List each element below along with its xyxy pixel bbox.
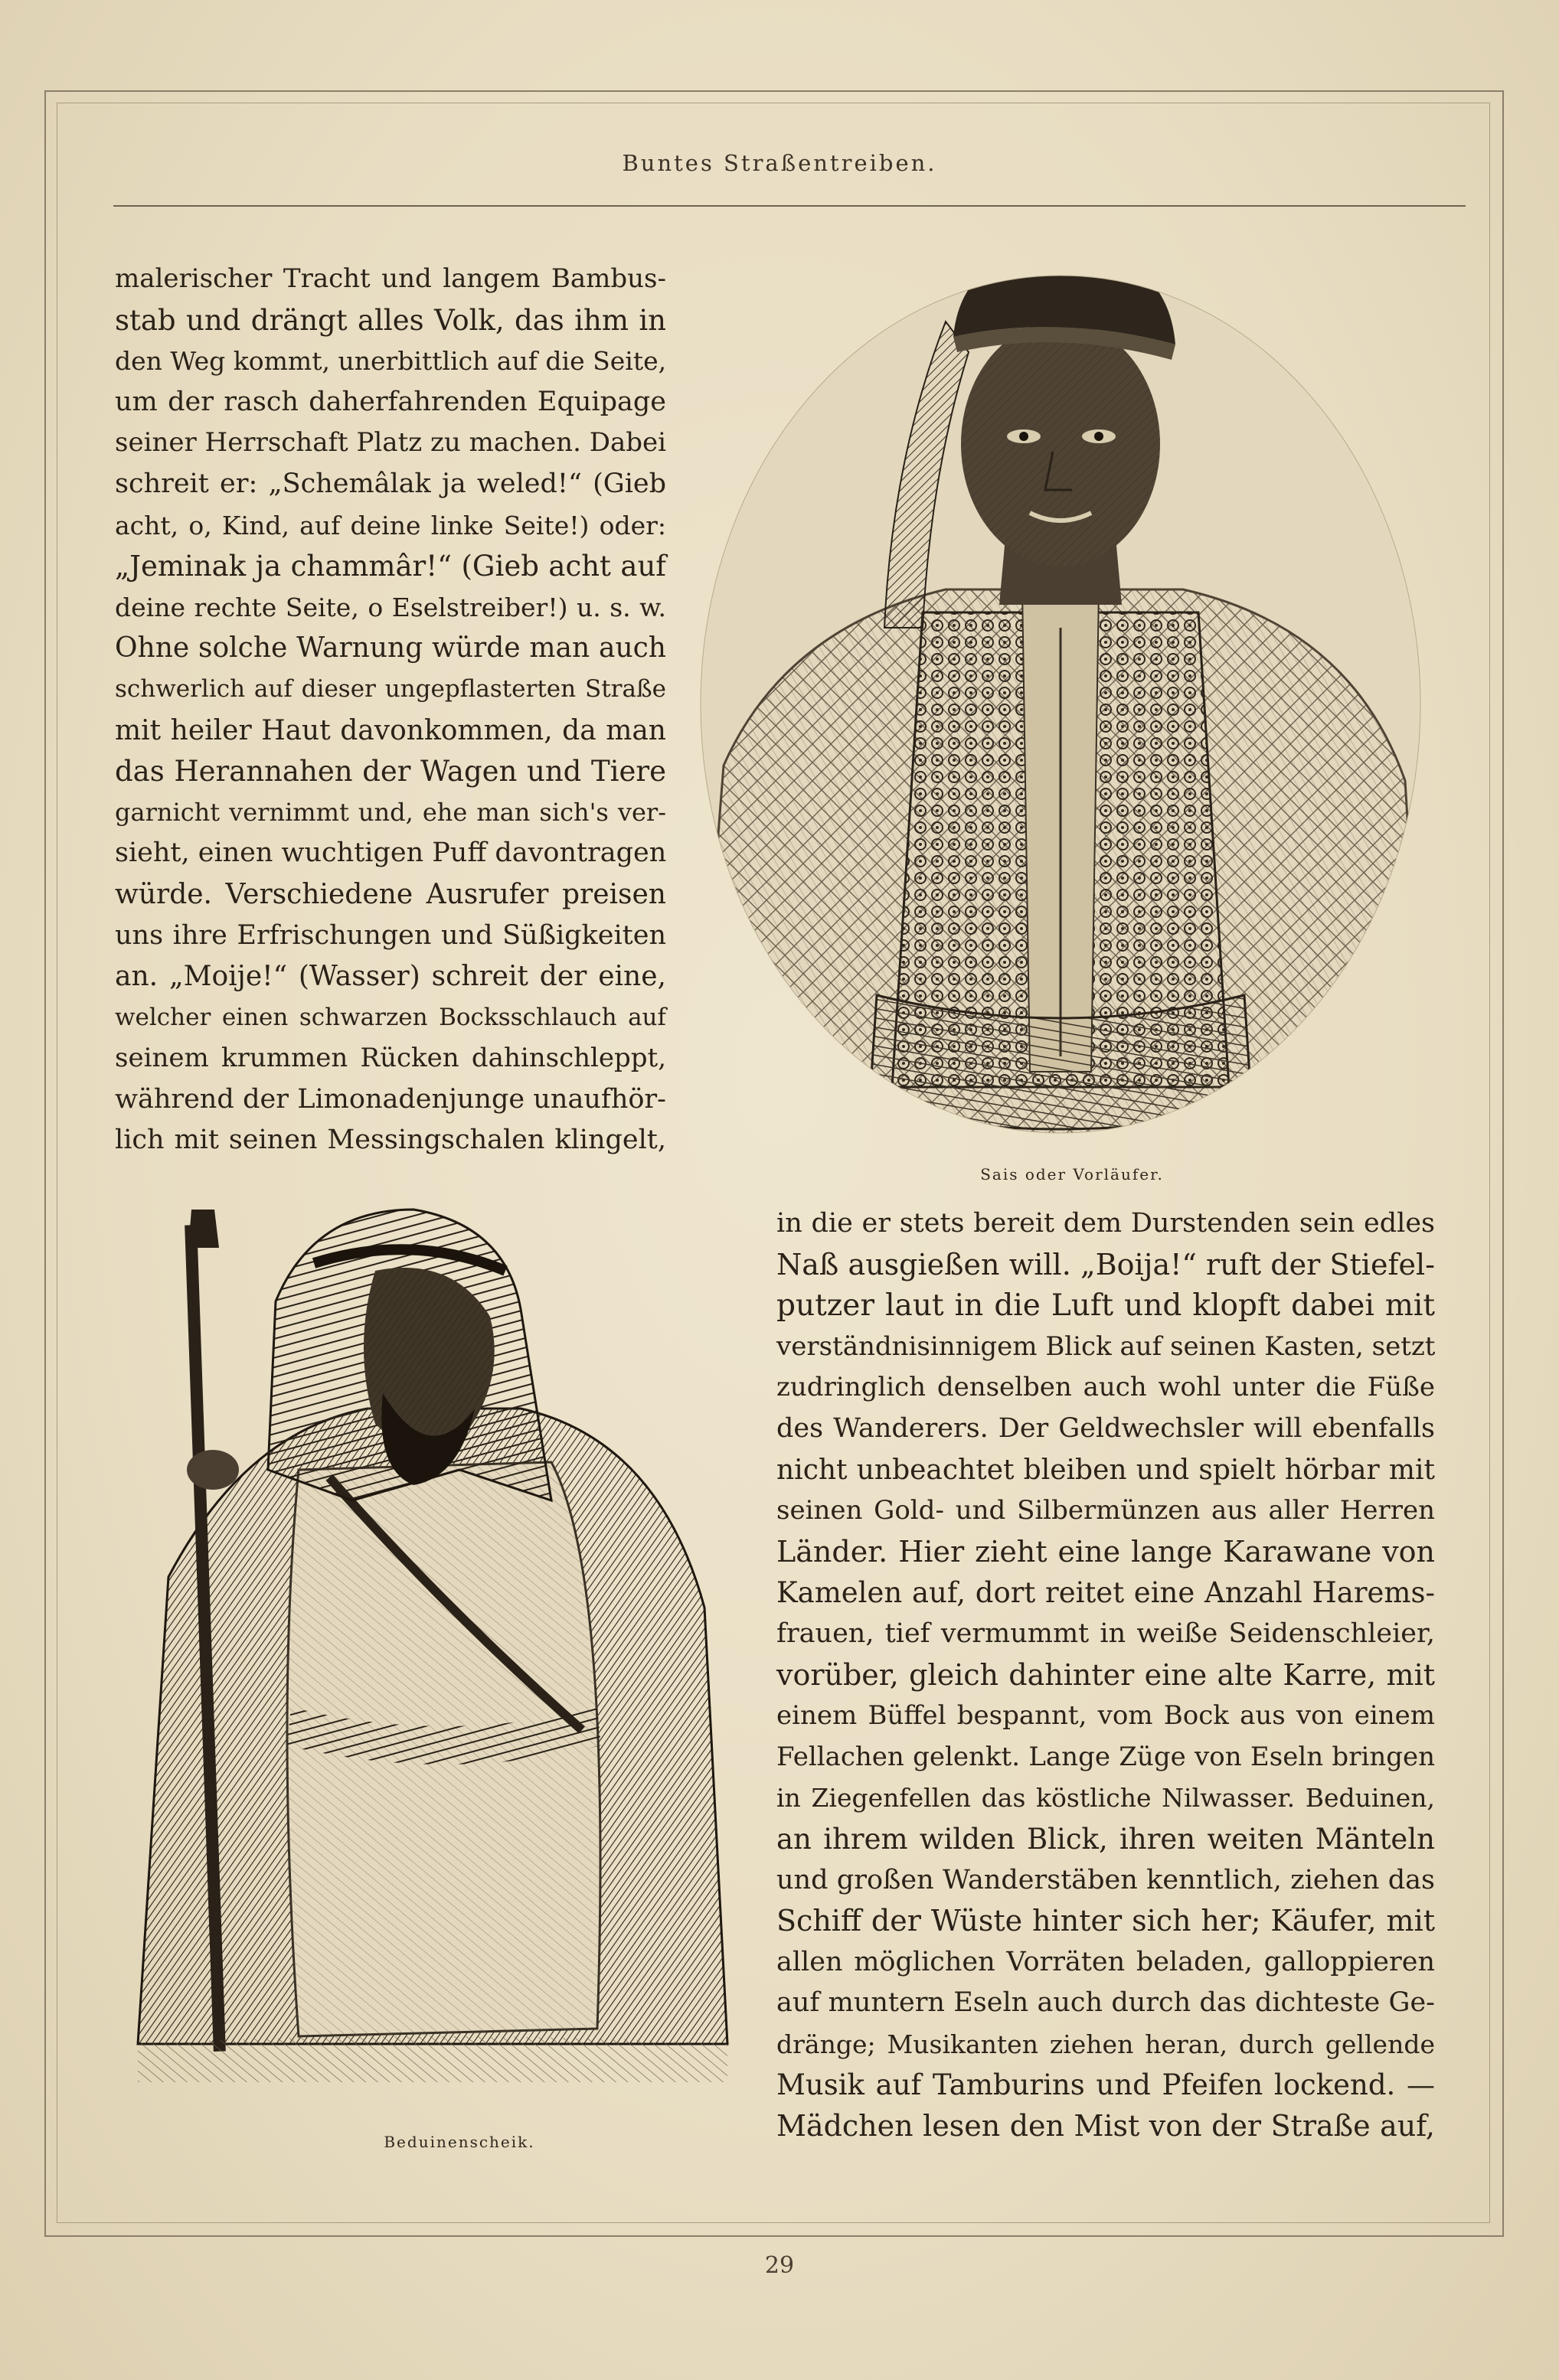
text-line: nicht unbeachtet bleiben und spielt hörbar mit [776, 1454, 1435, 1486]
text-line: garnicht vernimmt und, ehe man sich's ver- [115, 797, 666, 827]
text-line: dränge; Musikanten ziehen heran, durch gellende [776, 2029, 1435, 2059]
text-column-top [115, 259, 666, 1161]
engraving-bedouin-sheikh-icon [123, 1179, 735, 2128]
text-line: in die er stets bereit dem Durstenden sein edles [776, 1208, 1435, 1239]
text-line: um der rasch daherfahrenden Equipage [115, 386, 666, 417]
text-line: Mädchen lesen den Mist von der Straße auf, [776, 2109, 1435, 2143]
text-line: allen möglichen Vorräten beladen, galloppieren [776, 1946, 1435, 1977]
text-line: sieht, einen wuchtigen Puff davontragen [115, 837, 667, 869]
running-head: Buntes Straßentreiben. [622, 150, 937, 176]
text-line: frauen, tief vermummt in weiße Seidenschleier, [776, 1618, 1435, 1649]
text-line: seinen Gold- und Silbermünzen aus aller Herren [776, 1495, 1435, 1526]
text-line: zudringlich denselben auch wohl unter die Füße [776, 1372, 1435, 1403]
text-line: Kamelen auf, dort reitet eine Anzahl Harems- [776, 1576, 1435, 1610]
text-line: an ihrem wilden Blick, ihren weiten Mänteln [776, 1822, 1435, 1856]
engraving-portrait-sais-icon [693, 230, 1428, 1156]
text-line: verständnisinnigem Blick auf seinen Kasten, setzt [776, 1330, 1436, 1362]
caption-sais: Sais oder Vorläufer. [980, 1165, 1164, 1183]
illustration-sais [693, 230, 1428, 1156]
text-line: deine rechte Seite, o Eselstreiber!) u. s. w. [115, 592, 666, 622]
text-line: uns ihre Erfrischungen und Süßigkeiten [115, 919, 666, 951]
text-line: Musik auf Tamburins und Pfeifen lockend. — [776, 2068, 1435, 2102]
text-line: acht, o, Kind, auf deine linke Seite!) oder: [115, 510, 666, 540]
caption-sheikh: Beduinenscheik. [384, 2133, 535, 2151]
header-rule [113, 205, 1466, 207]
text-line: Schiff der Wüste hinter sich her; Käufer, mit [776, 1904, 1435, 1938]
illustration-sheikh [123, 1179, 735, 2128]
text-column-bottom [776, 1203, 1435, 2147]
text-line: Naß ausgießen will. „Boija!“ ruft der Stiefel- [776, 1247, 1435, 1281]
text-line: mit heiler Haut davonkommen, da man [115, 714, 666, 746]
text-line: seinem krummen Rücken dahinschleppt, [115, 1043, 666, 1074]
text-line: stab und drängt alles Volk, das ihm in [115, 303, 666, 337]
page-number: 29 [764, 2252, 795, 2279]
text-line: Ohne solche Warnung würde man auch [115, 632, 666, 664]
text-line: malerischer Tracht und langem Bambus- [115, 263, 666, 294]
text-line: würde. Verschiedene Ausrufer preisen [115, 878, 666, 910]
text-line: einem Büffel bespannt, vom Bock aus von einem [776, 1700, 1435, 1732]
text-line: schreit er: „Schemâlak ja weled!“ (Gieb [115, 468, 666, 499]
text-line: schwerlich auf dieser ungepflasterten Straße [115, 674, 666, 703]
text-line: in Ziegenfellen das köstliche Nilwasser. Beduinen, [776, 1783, 1435, 1814]
text-line: an. „Moije!“ (Wasser) schreit der eine, [115, 961, 666, 993]
text-line: „Jeminak ja chammâr!“ (Gieb acht auf [115, 550, 666, 583]
text-line: Fellachen gelenkt. Lange Züge von Eseln bringen [776, 1741, 1435, 1772]
text-line: welcher einen schwarzen Bocksschlauch auf [115, 1003, 666, 1031]
text-line: Länder. Hier zieht eine lange Karawane von [776, 1534, 1435, 1569]
text-line: während der Limonadenjunge unaufhör- [115, 1083, 666, 1115]
text-line: den Weg kommt, unerbittlich auf die Seite, [115, 346, 667, 377]
text-line: das Herannahen der Wagen und Tiere [115, 755, 666, 788]
text-line: und großen Wanderstäben kenntlich, ziehen das [776, 1864, 1435, 1895]
text-line: des Wanderers. Der Geldwechsler will ebenfalls [776, 1412, 1435, 1444]
text-line: seiner Herrschaft Platz zu machen. Dabei [115, 427, 666, 459]
text-line: putzer laut in die Luft und klopft dabei mit [776, 1288, 1435, 1324]
text-line: auf muntern Eseln auch durch das dichteste Ge- [776, 1987, 1435, 2019]
text-line: vorüber, gleich dahinter eine alte Karre, mit [776, 1657, 1435, 1692]
text-line: lich mit seinen Messingschalen klingelt, [115, 1125, 666, 1156]
